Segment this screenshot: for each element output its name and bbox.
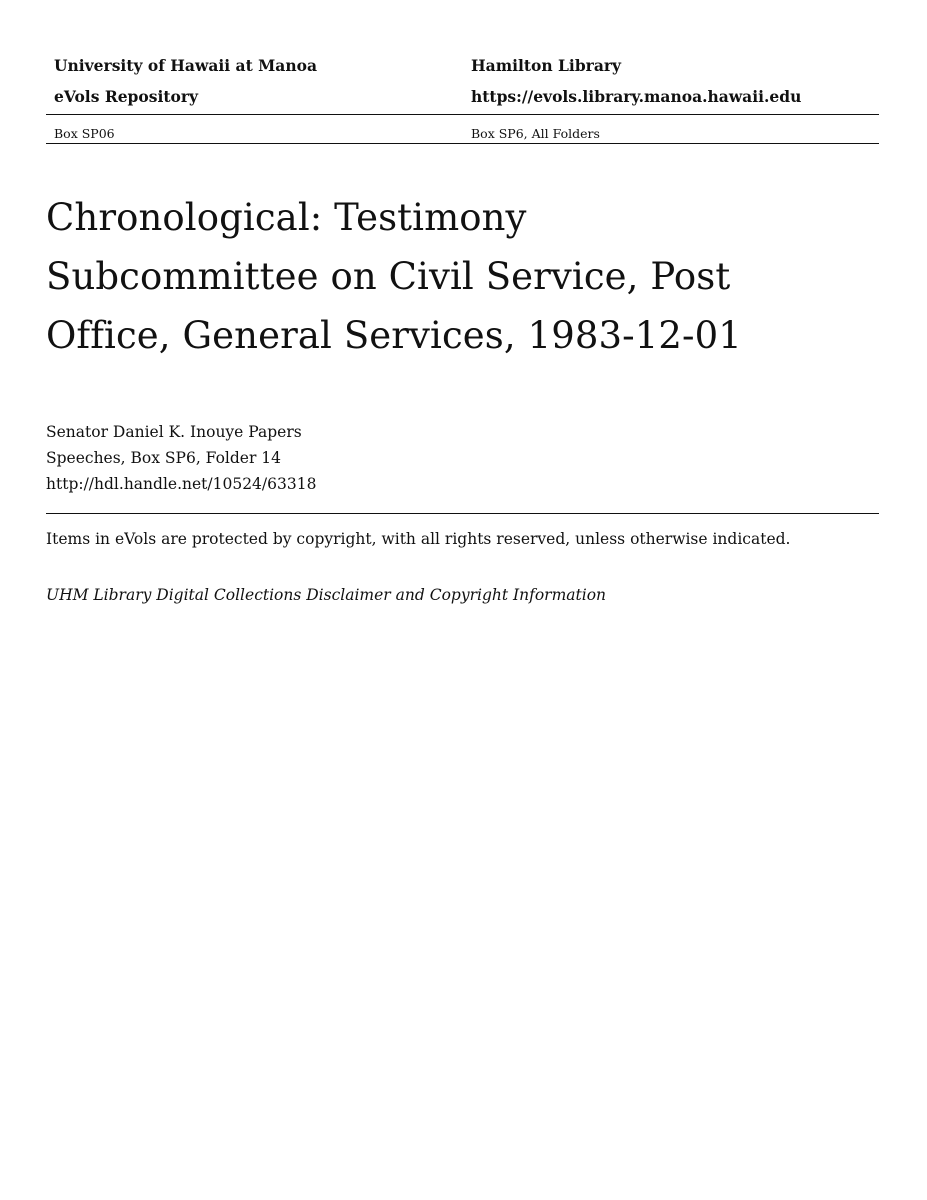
box-id-left: Box SP06 xyxy=(54,126,115,141)
repository-header xyxy=(46,52,879,144)
box-id-right: Box SP6, All Folders xyxy=(471,126,600,141)
copyright-notice: Items in eVols are protected by copyright, with all rights reserved, unless otherwise indicated. xyxy=(46,530,791,548)
title-line-3: Office, General Services, 1983-12-01 xyxy=(46,314,742,357)
header-row-2 xyxy=(46,83,879,114)
library-name: Hamilton Library xyxy=(471,56,622,75)
header-row-1 xyxy=(46,52,879,83)
document-title xyxy=(46,188,806,365)
disclaimer-link[interactable]: UHM Library Digital Collections Disclaimer and Copyright Information xyxy=(46,586,607,604)
title-line-2: Subcommittee on Civil Service, Post xyxy=(46,255,731,298)
header-divider-bottom xyxy=(46,143,879,144)
repository-name: eVols Repository xyxy=(54,87,199,106)
header-row-3 xyxy=(46,115,879,143)
title-line-1: Chronological: Testimony xyxy=(46,196,527,239)
repository-url[interactable]: https://evols.library.manoa.hawaii.edu xyxy=(471,87,802,106)
handle-link[interactable]: http://hdl.handle.net/10524/63318 xyxy=(46,475,317,493)
collection-name: Senator Daniel K. Inouye Papers xyxy=(46,423,302,441)
institution-name: University of Hawaii at Manoa xyxy=(54,56,317,75)
footer-divider xyxy=(46,513,879,514)
folder-location: Speeches, Box SP6, Folder 14 xyxy=(46,449,282,467)
document-metadata xyxy=(46,419,316,497)
